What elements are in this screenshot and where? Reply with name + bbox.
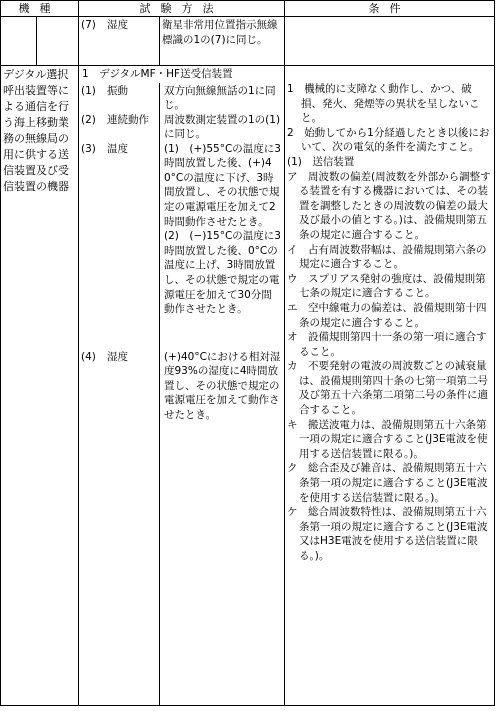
test-1-no: (1) (81, 84, 96, 97)
condition-1: 1 機械的に支障なく動作し、かつ、破損、発火、発煙等の異状を呈しないこと。 (287, 83, 480, 125)
section-title: 1 デジタルMF・HF送受信装置 (79, 66, 285, 83)
prev-item-no: (7) (81, 19, 96, 31)
prev-item (79, 17, 160, 66)
prev-equipment-a (1, 17, 37, 66)
test-items-cell (79, 83, 160, 706)
test-3-method: (1) (+)55°Cの温度に3時間放置した後、(+)40°Cの温度に下げ、3時間放置し、その状態で規定の電源電圧を加えて2時間動作させたとき。(2) (−)15°Cの温度に3時間放置した後、0°Cの温度に上げ、3時間放置し、その状態で規定の電源電圧を加えて30分間動作させたとき。 (164, 142, 281, 316)
equipment-cell: デジタル選択呼出装置等による通信を行う海上移動業務の無線局の用に供する送信装置及び受信装置の機器 (1, 66, 79, 706)
test-1-name: 振動 (107, 84, 128, 97)
condition-item-ke: ケ 総合周波数特性は、設備規則第五十六条第一項の規定に適合すること(J3E電波又はH3E電波を使用する送信装置に限る。)。 (287, 506, 488, 562)
prev-item-name: 湿度 (107, 19, 128, 31)
condition-item-ku: ク 総合歪及び雑音は、設備規則第五十六条第一項の規定に適合すること(J3E電波を使用する送信装置に限る。)。 (287, 462, 488, 504)
condition-item-u: ウ スプリアス発射の強度は、設備規則第七条の規定に適合すること。 (287, 272, 486, 300)
test-2-name: 連続動作 (107, 113, 149, 126)
conditions-cell (285, 66, 495, 706)
test-4-method: (+)40°Cにおける相対湿度93%の湿度に4時間放置し、その状態で規定の電源電圧を加えて動作させたとき。 (164, 350, 281, 421)
condition-2-sub: (1) 送信装置 (287, 155, 355, 168)
test-3-no: (3) (81, 142, 96, 155)
header-conditions: 条件 (285, 1, 495, 17)
condition-item-o: オ 設備規則第四十一条の第一項に適合すること。 (287, 331, 487, 358)
test-2-method: 周波数測定装置の1の(1)に同じ。 (164, 113, 281, 141)
condition-item-ka: カ 不要発射の電波の周波数ごとの減衰量は、設備規則第四十条の七第一項第二号及び第五十六条第二項第二号の条件に適合すること。 (287, 360, 488, 417)
test-4-no: (4) (81, 350, 96, 363)
condition-item-ki: キ 搬送波電力は、設備規則第五十六条第一項の規定に適合すること(J3E電波を使用する送信装置に限る。)。 (287, 418, 488, 460)
condition-item-i: イ 占有周波数帯幅は、設備規則第六条の規定に適合すること。 (287, 243, 487, 271)
condition-item-a: ア 周波数の偏差(周波数を外部から調整する装置を有する機器においては、その装置を調整したときの周波数の偏差の最大及び最小の値とする。)は、設備規則第五条の規定に適合すること。 (287, 170, 491, 241)
condition-item-e: エ 空中線電力の偏差は、設備規則第十四条の規定に適合すること。 (287, 301, 487, 329)
test-3-name: 温度 (107, 142, 128, 155)
test-4-name: 湿度 (107, 350, 128, 363)
prev-method: 衛星非常用位置指示無線標識の1の(7)に同じ。 (160, 17, 285, 66)
section-title-row (1, 66, 495, 83)
prev-equipment-b (37, 17, 79, 66)
prev-conditions (285, 17, 495, 66)
condition-2: 2 始動してから1分経過したとき以後において、次の電気的条件を満たすこと。 (287, 126, 490, 154)
header-equipment: 機種 (1, 1, 79, 17)
test-1-method: 双方向無線無話の1に同じ。 (164, 84, 276, 112)
test-methods-cell (160, 83, 285, 706)
test-2-no: (2) (81, 113, 96, 126)
header-row (1, 1, 495, 17)
previous-row (1, 17, 495, 66)
header-method: 試験方法 (79, 1, 285, 17)
